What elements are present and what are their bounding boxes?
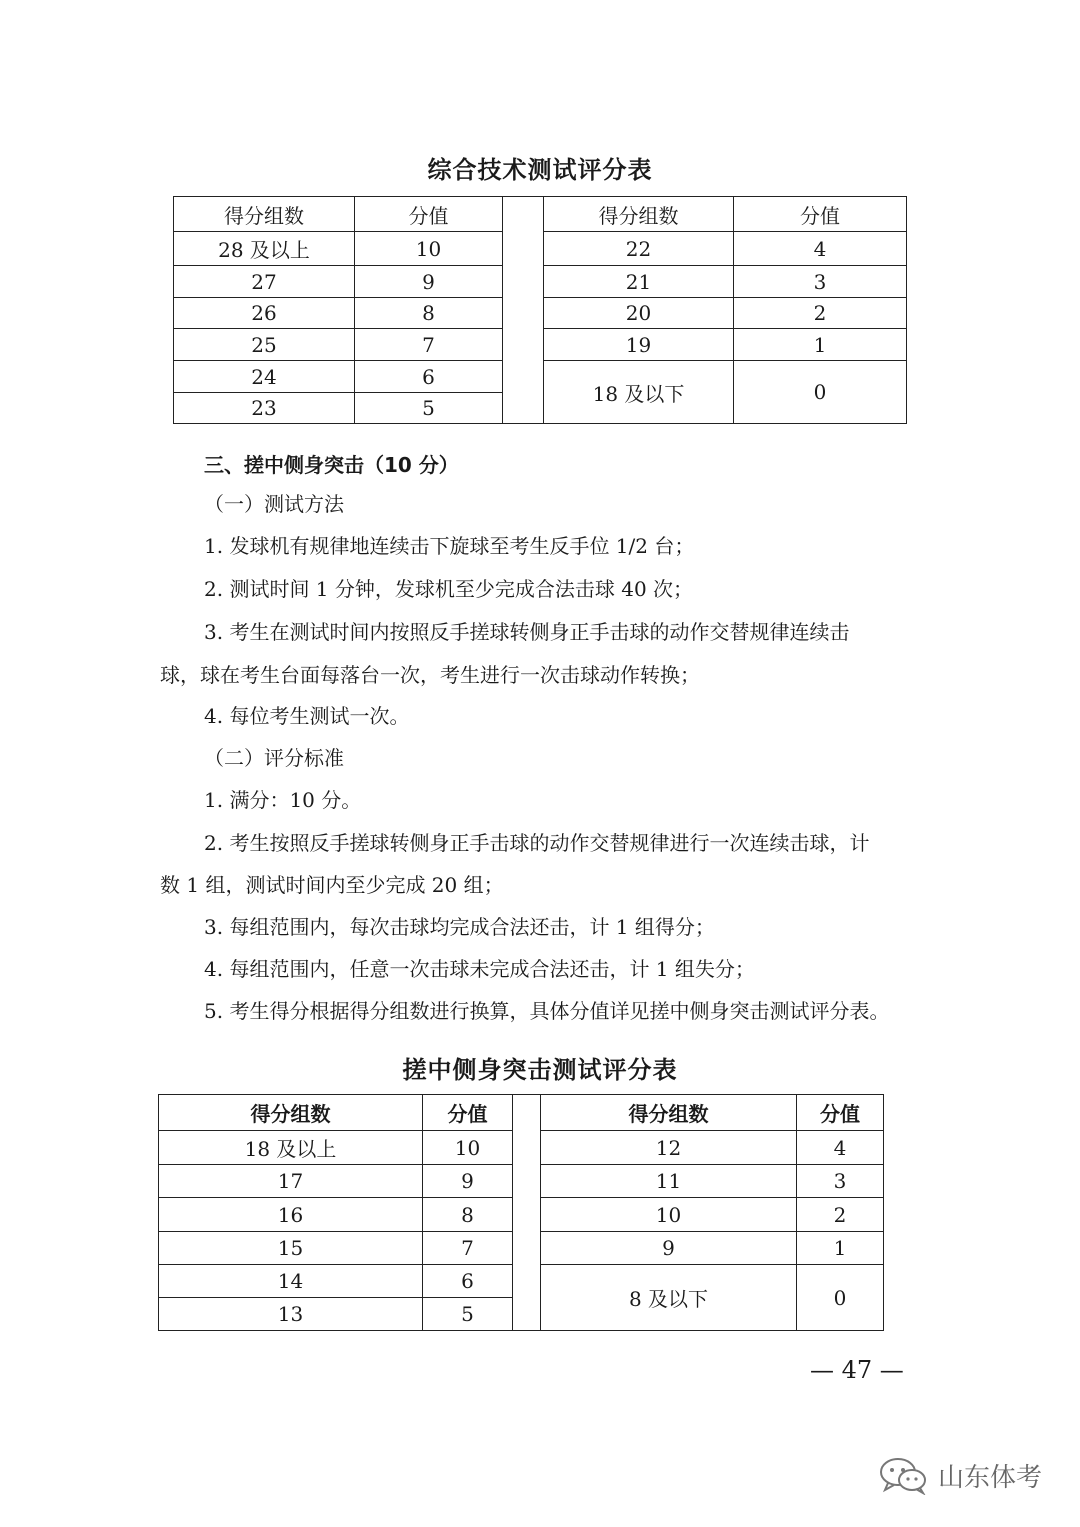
table-cell: 6 <box>355 361 503 393</box>
table-cell: 25 <box>174 329 355 361</box>
table-cell: 9 <box>541 1232 797 1265</box>
table-cell: 7 <box>423 1232 513 1265</box>
method-line-2: 2. 测试时间 1 分钟，发球机至少完成合法击球 40 次； <box>204 577 694 601</box>
table2 <box>158 1094 884 1331</box>
table2-header-score-left: 分值 <box>423 1095 513 1131</box>
table-cell: 3 <box>734 266 907 298</box>
criteria-line-4: 3. 每组范围内，每次击球均完成合法还击，计 1 组得分； <box>204 915 715 939</box>
method-line-5: 4. 每位考生测试一次。 <box>204 704 410 728</box>
watermark <box>878 1455 1042 1495</box>
table-cell: 1 <box>797 1232 884 1265</box>
table-cell: 10 <box>423 1131 513 1165</box>
table-cell: 1 <box>734 329 907 361</box>
table2-header-groups-right: 得分组数 <box>541 1095 797 1131</box>
table-cell: 15 <box>159 1232 423 1265</box>
table-cell: 21 <box>544 266 734 298</box>
table2-title: 搓中侧身突击测试评分表 <box>402 1056 678 1084</box>
table-cell: 9 <box>355 266 503 298</box>
table-cell: 20 <box>544 298 734 329</box>
table-cell: 18 及以下 <box>544 361 734 424</box>
table-cell: 18 及以上 <box>159 1131 423 1165</box>
criteria-line-3: 数 1 组，测试时间内至少完成 20 组； <box>160 873 504 897</box>
table-cell: 28 及以上 <box>174 232 355 266</box>
watermark-text: 山东体考 <box>938 1462 1043 1493</box>
table-cell: 24 <box>174 361 355 393</box>
table-cell: 5 <box>423 1298 513 1331</box>
table-cell: 23 <box>174 393 355 424</box>
subheading-method: （一）测试方法 <box>204 492 344 516</box>
table2-gap <box>513 1095 541 1331</box>
table-cell: 4 <box>734 232 907 266</box>
table1-gap <box>503 197 544 424</box>
table2-header-groups-left: 得分组数 <box>159 1095 423 1131</box>
method-line-4: 球，球在考生台面每落台一次，考生进行一次击球动作转换； <box>160 663 700 687</box>
table-cell: 0 <box>734 361 907 424</box>
table1-title: 综合技术测试评分表 <box>427 156 653 184</box>
table1 <box>173 196 907 424</box>
table-cell: 9 <box>423 1165 513 1198</box>
table-cell: 5 <box>355 393 503 424</box>
table1-header-groups-left: 得分组数 <box>174 197 355 232</box>
table1-header-score-left: 分值 <box>355 197 503 232</box>
table1-header-groups-right: 得分组数 <box>544 197 734 232</box>
table-cell: 26 <box>174 298 355 329</box>
page-number: — 47 — <box>810 1356 904 1384</box>
table-cell: 16 <box>159 1198 423 1232</box>
table1-header-score-right: 分值 <box>734 197 907 232</box>
method-line-3: 3. 考生在测试时间内按照反手搓球转侧身正手击球的动作交替规律连续击 <box>204 620 850 644</box>
table-cell: 2 <box>797 1198 884 1232</box>
table-cell: 12 <box>541 1131 797 1165</box>
table-cell: 11 <box>541 1165 797 1198</box>
table-cell: 8 <box>355 298 503 329</box>
table-cell: 10 <box>355 232 503 266</box>
criteria-line-2: 2. 考生按照反手搓球转侧身正手击球的动作交替规律进行一次连续击球，计 <box>204 831 870 855</box>
table-cell: 2 <box>734 298 907 329</box>
table-cell: 19 <box>544 329 734 361</box>
table-cell: 13 <box>159 1298 423 1331</box>
table2-header-score-right: 分值 <box>797 1095 884 1131</box>
table-cell: 4 <box>797 1131 884 1165</box>
criteria-line-6: 5. 考生得分根据得分组数进行换算，具体分值详见搓中侧身突击测试评分表。 <box>204 999 890 1023</box>
criteria-line-5: 4. 每组范围内，任意一次击球未完成合法还击，计 1 组失分； <box>204 957 755 981</box>
table-cell: 17 <box>159 1165 423 1198</box>
table-cell: 27 <box>174 266 355 298</box>
table-cell: 10 <box>541 1198 797 1232</box>
subheading-criteria: （二）评分标准 <box>204 746 344 770</box>
table-cell: 0 <box>797 1265 884 1331</box>
table-cell: 8 及以下 <box>541 1265 797 1331</box>
criteria-line-1: 1. 满分：10 分。 <box>204 788 362 812</box>
table-cell: 7 <box>355 329 503 361</box>
table-cell: 6 <box>423 1265 513 1298</box>
wechat-icon <box>878 1455 930 1495</box>
table-cell: 14 <box>159 1265 423 1298</box>
table-cell: 8 <box>423 1198 513 1232</box>
table-cell: 3 <box>797 1165 884 1198</box>
table-cell: 22 <box>544 232 734 266</box>
section-heading: 三、搓中侧身突击（10 分） <box>204 453 459 477</box>
method-line-1: 1. 发球机有规律地连续击下旋球至考生反手位 1/2 台； <box>204 534 695 558</box>
